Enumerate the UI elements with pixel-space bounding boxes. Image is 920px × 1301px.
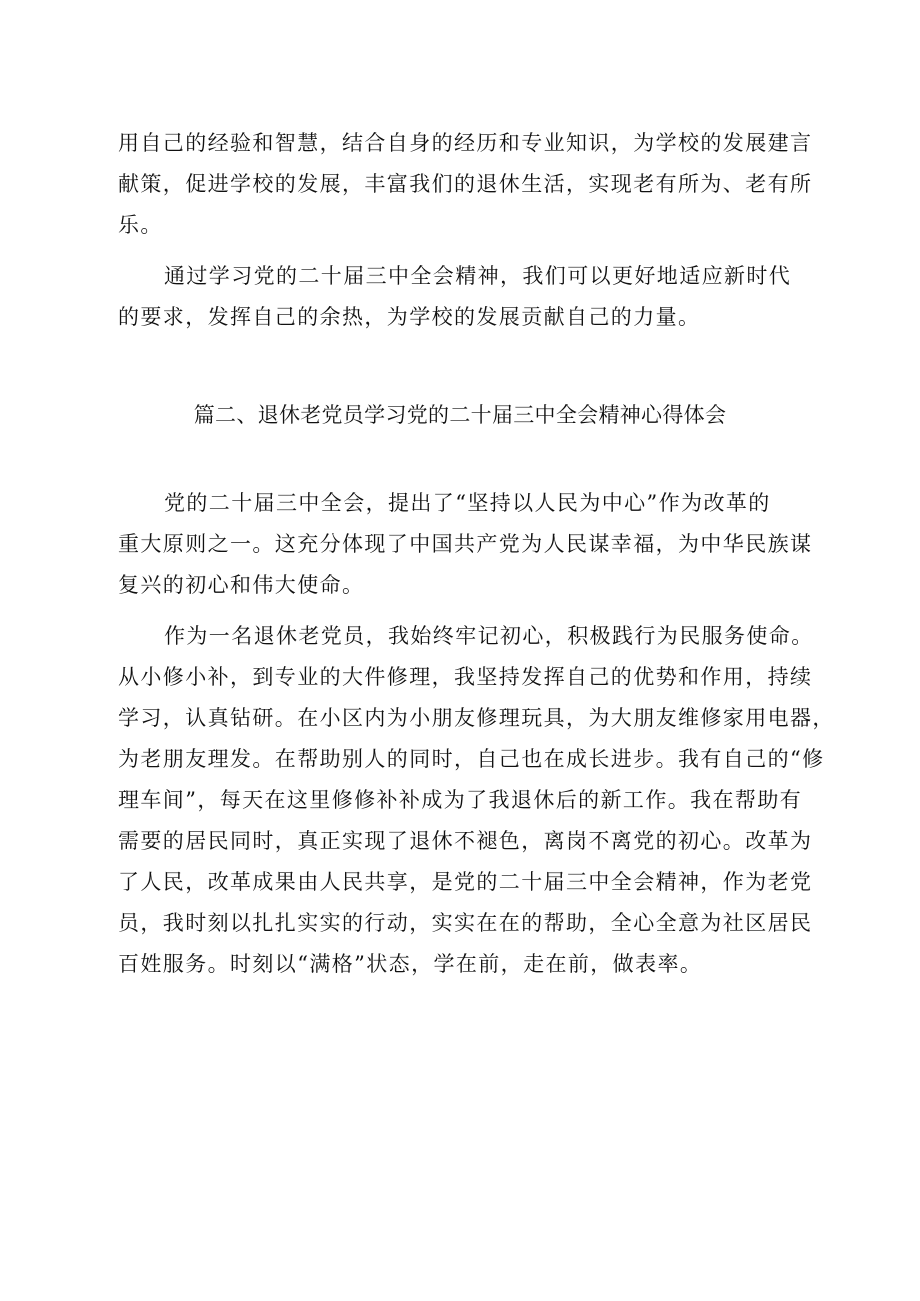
paragraph-intro (118, 483, 813, 606)
paragraph-line: 理车间”，每天在这里修修补补成为了我退休后的新工作。我在帮助有 (118, 788, 803, 812)
paragraph-line: 需要的居民同时，真正实现了退休不褪色，离岗不离党的初心。改革为 (118, 829, 813, 853)
paragraph-line: 作为一名退休老党员，我始终牢记初心，积极践行为民服务使命。 (164, 624, 814, 648)
paragraph-line: 的要求，发挥自己的余热，为学校的发展贡献自己的力量。 (118, 305, 701, 329)
paragraph-line: 通过学习党的二十届三中全会精神，我们可以更好地适应新时代 (164, 264, 792, 288)
paragraph-conclusion (118, 256, 808, 338)
paragraph-line: 复兴的初心和伟大使命。 (118, 573, 365, 597)
paragraph-line: 党的二十届三中全会，提出了“坚持以人民为中心”作为改革的 (164, 491, 771, 515)
paragraph-line: 乐。 (118, 213, 163, 237)
paragraph-line: 员，我时刻以扎扎实实的行动，实实在在的帮助，全心全意为社区居民 (118, 911, 813, 935)
paragraph-continuation (118, 123, 813, 246)
paragraph-line: 了人民，改革成果由人民共享，是党的二十届三中全会精神，作为老党 (118, 870, 813, 894)
paragraph-line: 用自己的经验和智慧，结合自身的经历和专业知识，为学校的发展建言 (118, 131, 813, 155)
paragraph-line: 从小修小补，到专业的大件修理，我坚持发挥自己的优势和作用，持续 (118, 665, 813, 689)
paragraph-line: 重大原则之一。这充分体现了中国共产党为人民谋幸福，为中华民族谋 (118, 532, 813, 556)
paragraph-line: 为老朋友理发。在帮助别人的同时，自己也在成长进步。我有自己的“修 (118, 747, 825, 771)
paragraph-line: 献策，促进学校的发展，丰富我们的退休生活，实现老有所为、老有所 (118, 172, 813, 196)
paragraph-body (118, 616, 835, 985)
paragraph-line: 百姓服务。时刻以“满格”状态，学在前，走在前，做表率。 (118, 952, 703, 976)
paragraph-line: 学习，认真钻研。在小区内为小朋友修理玩具，为大朋友维修家用电器， (118, 706, 835, 730)
section-title: 篇二、退休老党员学习党的二十届三中全会精神心得体会 (193, 403, 727, 427)
